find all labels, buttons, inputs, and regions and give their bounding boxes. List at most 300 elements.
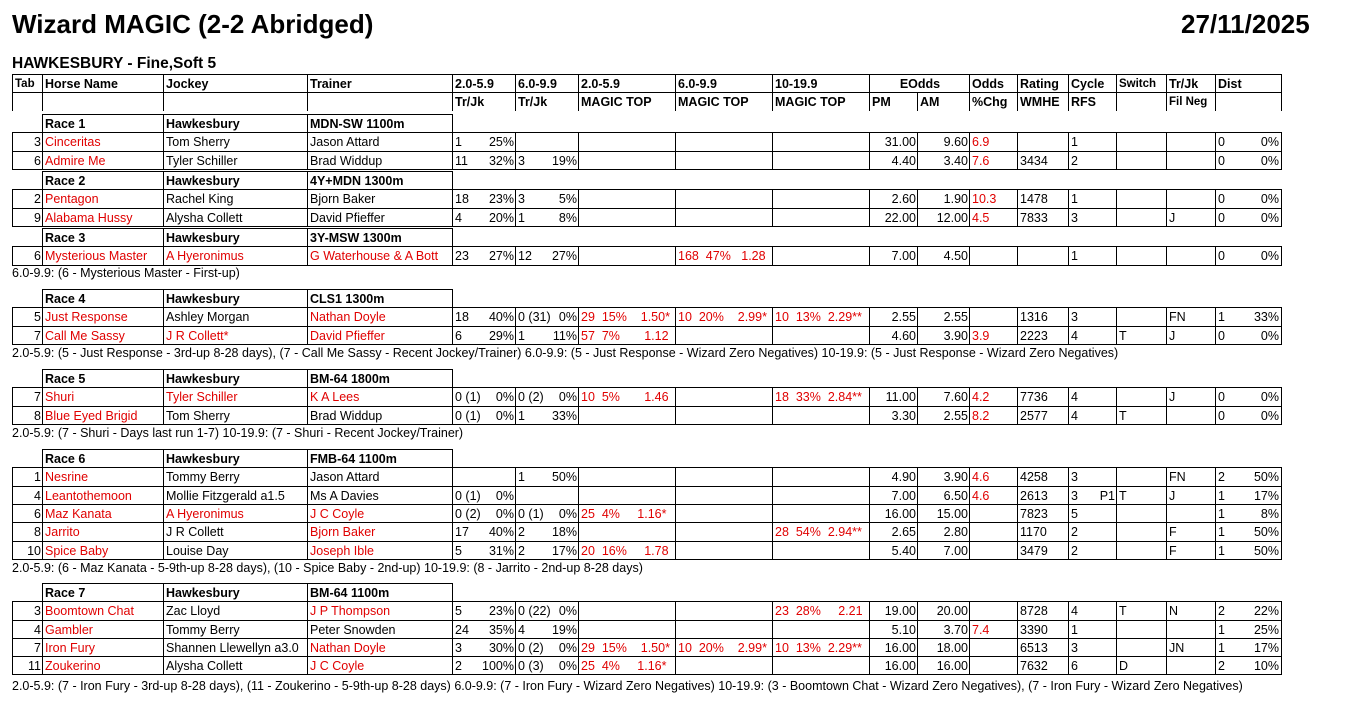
magic-top xyxy=(772,541,870,560)
magic-top xyxy=(772,208,870,227)
jockey-name: Alysha Collett xyxy=(163,656,308,675)
runner-tab: 7 xyxy=(12,638,43,657)
magic-top xyxy=(675,406,773,425)
dist-count: 0 xyxy=(1215,246,1246,265)
trjk-stat xyxy=(452,467,516,486)
eodds-pm: 7.00 xyxy=(869,486,918,505)
magic-top xyxy=(772,326,870,345)
rfs xyxy=(1093,601,1117,620)
trjk-pct: 27% xyxy=(488,249,514,264)
dist-pct: 25% xyxy=(1245,620,1282,639)
dist-count: 0 xyxy=(1215,208,1246,227)
horse-name: Gambler xyxy=(42,620,164,639)
runner-tab: 1 xyxy=(12,467,43,486)
trjk-filter: N xyxy=(1166,601,1216,620)
trjk-count: 18 xyxy=(455,310,469,325)
horse-name: Zoukerino xyxy=(42,656,164,675)
rfs xyxy=(1093,132,1117,151)
trjk-count: 1 xyxy=(518,470,525,485)
horse-name: Nesrine xyxy=(42,467,164,486)
cycle: 1 xyxy=(1068,189,1094,208)
trjk-pct: 30% xyxy=(488,640,514,655)
trjk-pct: 19% xyxy=(551,153,577,168)
jockey-name: Tommy Berry xyxy=(163,467,308,486)
magic-top xyxy=(675,208,773,227)
eodds-pm: 5.10 xyxy=(869,620,918,639)
odds-change xyxy=(969,504,1018,523)
trjk-stat xyxy=(452,387,516,406)
trjk-count: 0 (2) xyxy=(518,640,544,655)
magic-top xyxy=(675,132,773,151)
eodds-am: 2.55 xyxy=(917,406,970,425)
switch xyxy=(1116,541,1167,560)
trjk-pct: 32% xyxy=(488,153,514,168)
magic-top xyxy=(772,246,870,265)
trjk-count: 2 xyxy=(518,543,525,558)
odds-change: 6.9 xyxy=(969,132,1018,151)
race-class: 3Y-MSW 1300m xyxy=(307,228,453,246)
odds-change: 4.6 xyxy=(969,486,1018,505)
eodds-pm: 19.00 xyxy=(869,601,918,620)
magic-top: 25 4% 1.16* xyxy=(578,504,676,523)
trjk-count: 0 (2) xyxy=(518,390,544,405)
race-class: 4Y+MDN 1300m xyxy=(307,171,453,189)
switch xyxy=(1116,132,1167,151)
race-class: FMB-64 1100m xyxy=(307,449,453,467)
eodds-pm: 11.00 xyxy=(869,387,918,406)
rfs xyxy=(1093,656,1117,675)
trjk-filter: J xyxy=(1166,208,1216,227)
dist-count: 2 xyxy=(1215,467,1246,486)
eodds-am: 15.00 xyxy=(917,504,970,523)
cycle: 3 xyxy=(1068,208,1094,227)
report-date: 27/11/2025 xyxy=(1181,9,1310,39)
trainer-name: David Pfieffer xyxy=(307,326,453,345)
rfs xyxy=(1093,638,1117,657)
dist-pct: 8% xyxy=(1245,504,1282,523)
rfs xyxy=(1093,151,1117,170)
rfs xyxy=(1093,541,1117,560)
magic-top xyxy=(772,486,870,505)
odds-change xyxy=(969,601,1018,620)
race-note: 2.0-5.9: (6 - Maz Kanata - 5-9th-up 8-28 days), (10 - Spice Baby - 2nd-up) 10-19.9: (8 - Jarrito - 2nd-up 8-28 days) xyxy=(12,561,643,575)
rating-wmhe xyxy=(1017,246,1069,265)
trjk-pct: 40% xyxy=(488,310,514,325)
magic-top: 10 5% 1.46 xyxy=(578,387,676,406)
eodds-pm: 22.00 xyxy=(869,208,918,227)
eodds-pm: 16.00 xyxy=(869,504,918,523)
cycle: 1 xyxy=(1068,246,1094,265)
magic-top: 57 7% 1.12 xyxy=(578,326,676,345)
magic-top: 25 4% 1.16* xyxy=(578,656,676,675)
horse-name: Blue Eyed Brigid xyxy=(42,406,164,425)
race-label: Race 2 xyxy=(42,171,164,189)
trjk-filter xyxy=(1166,620,1216,639)
trjk-pct: 18% xyxy=(551,525,577,540)
rating-wmhe: 2613 xyxy=(1017,486,1069,505)
trjk-stat xyxy=(452,406,516,425)
dist-count: 1 xyxy=(1215,620,1246,639)
trjk-filter xyxy=(1166,246,1216,265)
dist-count: 1 xyxy=(1215,307,1246,326)
eodds-am: 18.00 xyxy=(917,638,970,657)
rating-wmhe xyxy=(1017,132,1069,151)
trjk-count: 0 (3) xyxy=(518,659,544,674)
eodds-pm: 16.00 xyxy=(869,656,918,675)
magic-top xyxy=(578,601,676,620)
trainer-name: Peter Snowden xyxy=(307,620,453,639)
dist-pct: 17% xyxy=(1245,486,1282,505)
rating-wmhe: 7736 xyxy=(1017,387,1069,406)
cycle: 6 xyxy=(1068,656,1094,675)
eodds-am: 2.55 xyxy=(917,307,970,326)
trjk-pct: 11% xyxy=(552,328,577,343)
race-class: CLS1 1300m xyxy=(307,289,453,307)
trjk-filter: F xyxy=(1166,522,1216,541)
switch xyxy=(1116,467,1167,486)
switch: T xyxy=(1116,486,1167,505)
trjk-stat xyxy=(452,132,516,151)
rfs xyxy=(1093,246,1117,265)
trjk-stat xyxy=(452,620,516,639)
horse-name: Boomtown Chat xyxy=(42,601,164,620)
dist-count: 0 xyxy=(1215,189,1246,208)
trjk-stat xyxy=(452,541,516,560)
trjk-pct: 33% xyxy=(551,408,577,423)
magic-top xyxy=(675,189,773,208)
report-title: Wizard MAGIC (2-2 Abridged) xyxy=(12,9,374,39)
trjk-count: 17 xyxy=(455,525,469,540)
rfs: P1 xyxy=(1093,486,1117,505)
column-subheader: MAGIC TOP xyxy=(578,92,676,111)
odds-change xyxy=(969,522,1018,541)
trjk-stat xyxy=(515,486,579,505)
trjk-filter: J xyxy=(1166,486,1216,505)
switch xyxy=(1116,638,1167,657)
trjk-pct: 35% xyxy=(488,622,514,637)
magic-top xyxy=(675,151,773,170)
race-venue: Hawkesbury xyxy=(163,171,308,189)
dist-pct: 10% xyxy=(1245,656,1282,675)
magic-top xyxy=(578,208,676,227)
column-subheader: RFS xyxy=(1068,92,1117,111)
magic-top xyxy=(772,656,870,675)
magic-top xyxy=(578,406,676,425)
column-subheader: Tr/Jk xyxy=(452,92,516,111)
rating-wmhe: 1316 xyxy=(1017,307,1069,326)
column-header-dist: Dist xyxy=(1215,74,1282,93)
dist-count: 1 xyxy=(1215,522,1246,541)
trjk-filter xyxy=(1166,132,1216,151)
column-header-tj1: 2.0-5.9 xyxy=(452,74,516,93)
jockey-name: Rachel King xyxy=(163,189,308,208)
rating-wmhe: 3390 xyxy=(1017,620,1069,639)
rfs xyxy=(1093,326,1117,345)
trjk-pct: 0% xyxy=(495,488,514,503)
horse-name: Mysterious Master xyxy=(42,246,164,265)
cycle: 4 xyxy=(1068,387,1094,406)
trjk-stat xyxy=(452,656,516,675)
runner-tab: 4 xyxy=(12,620,43,639)
runner-tab: 6 xyxy=(12,151,43,170)
horse-name: Maz Kanata xyxy=(42,504,164,523)
trjk-stat xyxy=(515,151,579,170)
race-note: 2.0-5.9: (7 - Iron Fury - 3rd-up 8-28 days), (11 - Zoukerino - 5-9th-up 8-28 days) 6.0-9.9: (7 - Iron Fury - Wizard Zero Negatives) 10-19.9: (3 - Boomtown Chat - Wizard Zero Negatives), (7 - Iron Fury - Wizard Zero Negatives) xyxy=(12,679,1243,693)
magic-top xyxy=(772,620,870,639)
horse-name: Call Me Sassy xyxy=(42,326,164,345)
magic-top xyxy=(675,387,773,406)
column-subheader: AM xyxy=(917,92,970,111)
magic-top xyxy=(578,486,676,505)
trjk-stat xyxy=(452,638,516,657)
column-header-m1: 2.0-5.9 xyxy=(578,74,676,93)
column-header-eodds: EOdds xyxy=(869,74,970,93)
trjk-pct: 0% xyxy=(495,408,514,423)
trjk-pct: 0% xyxy=(558,390,577,405)
column-subheader xyxy=(1116,92,1167,111)
trjk-filter xyxy=(1166,189,1216,208)
eodds-am: 20.00 xyxy=(917,601,970,620)
trjk-filter xyxy=(1166,504,1216,523)
dist-pct: 33% xyxy=(1245,307,1282,326)
race-venue: Hawkesbury xyxy=(163,369,308,387)
trjk-filter xyxy=(1166,656,1216,675)
dist-count: 2 xyxy=(1215,601,1246,620)
eodds-am: 3.90 xyxy=(917,326,970,345)
odds-change: 4.6 xyxy=(969,467,1018,486)
runner-tab: 8 xyxy=(12,522,43,541)
trjk-pct: 23% xyxy=(488,192,514,207)
eodds-am: 1.90 xyxy=(917,189,970,208)
trjk-count: 2 xyxy=(455,659,462,674)
column-subheader: PM xyxy=(869,92,918,111)
trainer-name: Nathan Doyle xyxy=(307,638,453,657)
trjk-count: 1 xyxy=(518,408,525,423)
trjk-filter xyxy=(1166,151,1216,170)
magic-top xyxy=(675,541,773,560)
jockey-name: Mollie Fitzgerald a1.5 xyxy=(163,486,308,505)
cycle: 4 xyxy=(1068,326,1094,345)
trainer-name: G Waterhouse & A Bott xyxy=(307,246,453,265)
race-venue: Hawkesbury xyxy=(163,114,308,132)
jockey-name: J R Collett* xyxy=(163,326,308,345)
trjk-count: 2 xyxy=(518,525,525,540)
eodds-am: 3.90 xyxy=(917,467,970,486)
magic-top xyxy=(675,326,773,345)
trjk-pct: 0% xyxy=(558,604,577,619)
race-label: Race 5 xyxy=(42,369,164,387)
trjk-filter xyxy=(1166,406,1216,425)
trjk-stat xyxy=(452,601,516,620)
jockey-name: J R Collett xyxy=(163,522,308,541)
cycle: 5 xyxy=(1068,504,1094,523)
eodds-am: 3.70 xyxy=(917,620,970,639)
rating-wmhe: 4258 xyxy=(1017,467,1069,486)
eodds-pm: 4.60 xyxy=(869,326,918,345)
cycle: 4 xyxy=(1068,601,1094,620)
trjk-filter: F xyxy=(1166,541,1216,560)
trjk-count: 24 xyxy=(455,622,469,637)
trjk-count: 1 xyxy=(455,135,462,150)
trjk-filter: FN xyxy=(1166,467,1216,486)
rating-wmhe: 7632 xyxy=(1017,656,1069,675)
switch xyxy=(1116,504,1167,523)
rfs xyxy=(1093,620,1117,639)
magic-top: 168 47% 1.28 xyxy=(675,246,773,265)
trjk-count: 3 xyxy=(455,640,462,655)
odds-change xyxy=(969,246,1018,265)
runner-tab: 8 xyxy=(12,406,43,425)
trainer-name: Jason Attard xyxy=(307,467,453,486)
switch xyxy=(1116,151,1167,170)
cycle: 3 xyxy=(1068,486,1094,505)
cycle: 1 xyxy=(1068,620,1094,639)
trjk-pct: 40% xyxy=(488,525,514,540)
cycle: 2 xyxy=(1068,541,1094,560)
dist-pct: 50% xyxy=(1245,541,1282,560)
jockey-name: Louise Day xyxy=(163,541,308,560)
jockey-name: Ashley Morgan xyxy=(163,307,308,326)
trjk-filter: J xyxy=(1166,326,1216,345)
jockey-name: Tyler Schiller xyxy=(163,151,308,170)
trjk-pct: 5% xyxy=(558,192,577,207)
dist-pct: 0% xyxy=(1245,132,1282,151)
switch: T xyxy=(1116,601,1167,620)
jockey-name: Tyler Schiller xyxy=(163,387,308,406)
column-subheader xyxy=(42,92,164,111)
trainer-name: J C Coyle xyxy=(307,656,453,675)
magic-top: 18 33% 2.84** xyxy=(772,387,870,406)
runner-tab: 7 xyxy=(12,326,43,345)
column-header-cycle: Cycle xyxy=(1068,74,1117,93)
trjk-count: 6 xyxy=(455,328,462,343)
column-subheader xyxy=(12,92,43,111)
magic-top xyxy=(675,601,773,620)
rfs xyxy=(1093,504,1117,523)
trjk-stat xyxy=(452,522,516,541)
trjk-stat xyxy=(515,522,579,541)
trjk-count: 12 xyxy=(518,249,532,264)
column-subheader: %Chg xyxy=(969,92,1018,111)
magic-top xyxy=(578,132,676,151)
trjk-count: 5 xyxy=(455,604,462,619)
dist-pct: 0% xyxy=(1245,406,1282,425)
magic-top: 23 28% 2.21 xyxy=(772,601,870,620)
switch xyxy=(1116,189,1167,208)
magic-top xyxy=(675,486,773,505)
trjk-stat xyxy=(515,246,579,265)
magic-top: 10 13% 2.29** xyxy=(772,638,870,657)
rating-wmhe: 7823 xyxy=(1017,504,1069,523)
odds-change: 4.5 xyxy=(969,208,1018,227)
trjk-pct: 17% xyxy=(551,543,577,558)
trjk-pct: 0% xyxy=(495,390,514,405)
runner-tab: 7 xyxy=(12,387,43,406)
runner-tab: 3 xyxy=(12,601,43,620)
trjk-stat xyxy=(515,208,579,227)
eodds-am: 9.60 xyxy=(917,132,970,151)
trainer-name: Brad Widdup xyxy=(307,151,453,170)
horse-name: Shuri xyxy=(42,387,164,406)
magic-top xyxy=(578,522,676,541)
trainer-name: Jason Attard xyxy=(307,132,453,151)
rfs xyxy=(1093,208,1117,227)
switch xyxy=(1116,246,1167,265)
column-header-tj2: 6.0-9.9 xyxy=(515,74,579,93)
eodds-pm: 4.90 xyxy=(869,467,918,486)
horse-name: Pentagon xyxy=(42,189,164,208)
eodds-am: 2.80 xyxy=(917,522,970,541)
rating-wmhe: 8728 xyxy=(1017,601,1069,620)
horse-name: Admire Me xyxy=(42,151,164,170)
race-note: 2.0-5.9: (5 - Just Response - 3rd-up 8-28 days), (7 - Call Me Sassy - Recent Jockey/Trainer) 6.0-9.9: (5 - Just Response - Wizard Zero Negatives) 10-19.9: (5 - Just Response - Wizard Zero Negatives) xyxy=(12,346,1119,360)
eodds-pm: 3.30 xyxy=(869,406,918,425)
magic-top: 10 20% 2.99* xyxy=(675,638,773,657)
trjk-stat xyxy=(515,656,579,675)
eodds-am: 4.50 xyxy=(917,246,970,265)
race-label: Race 4 xyxy=(42,289,164,307)
rfs xyxy=(1093,522,1117,541)
magic-top xyxy=(772,504,870,523)
magic-top xyxy=(772,467,870,486)
switch xyxy=(1116,620,1167,639)
runner-tab: 2 xyxy=(12,189,43,208)
switch xyxy=(1116,387,1167,406)
column-header-trainer: Trainer xyxy=(307,74,453,93)
horse-name: Iron Fury xyxy=(42,638,164,657)
trjk-count: 3 xyxy=(518,192,525,207)
trjk-count: 0 (1) xyxy=(455,408,481,423)
race-venue: Hawkesbury xyxy=(163,228,308,246)
race-class: MDN-SW 1100m xyxy=(307,114,453,132)
rating-wmhe: 2223 xyxy=(1017,326,1069,345)
rating-wmhe: 2577 xyxy=(1017,406,1069,425)
trjk-stat xyxy=(452,486,516,505)
trjk-stat xyxy=(515,189,579,208)
column-subheader: Tr/Jk xyxy=(515,92,579,111)
trjk-stat xyxy=(515,601,579,620)
trjk-pct: 0% xyxy=(495,506,514,521)
rating-wmhe: 1478 xyxy=(1017,189,1069,208)
trainer-name: Ms A Davies xyxy=(307,486,453,505)
column-header-name: Horse Name xyxy=(42,74,164,93)
dist-count: 0 xyxy=(1215,406,1246,425)
dist-count: 1 xyxy=(1215,638,1246,657)
trjk-count: 0 (2) xyxy=(455,506,481,521)
eodds-am: 16.00 xyxy=(917,656,970,675)
horse-name: Jarrito xyxy=(42,522,164,541)
trjk-count: 4 xyxy=(518,622,525,637)
magic-top: 29 15% 1.50* xyxy=(578,307,676,326)
magic-top: 10 13% 2.29** xyxy=(772,307,870,326)
magic-top xyxy=(772,132,870,151)
magic-top xyxy=(578,151,676,170)
trjk-pct: 50% xyxy=(551,470,577,485)
eodds-pm: 31.00 xyxy=(869,132,918,151)
cycle: 3 xyxy=(1068,638,1094,657)
trjk-stat xyxy=(515,326,579,345)
trjk-pct: 0% xyxy=(558,659,577,674)
magic-top xyxy=(772,406,870,425)
trainer-name: J P Thompson xyxy=(307,601,453,620)
horse-name: Just Response xyxy=(42,307,164,326)
switch xyxy=(1116,522,1167,541)
trjk-stat xyxy=(452,151,516,170)
trjk-stat xyxy=(515,406,579,425)
runner-tab: 3 xyxy=(12,132,43,151)
trjk-pct: 0% xyxy=(558,640,577,655)
trjk-pct: 29% xyxy=(488,328,514,343)
